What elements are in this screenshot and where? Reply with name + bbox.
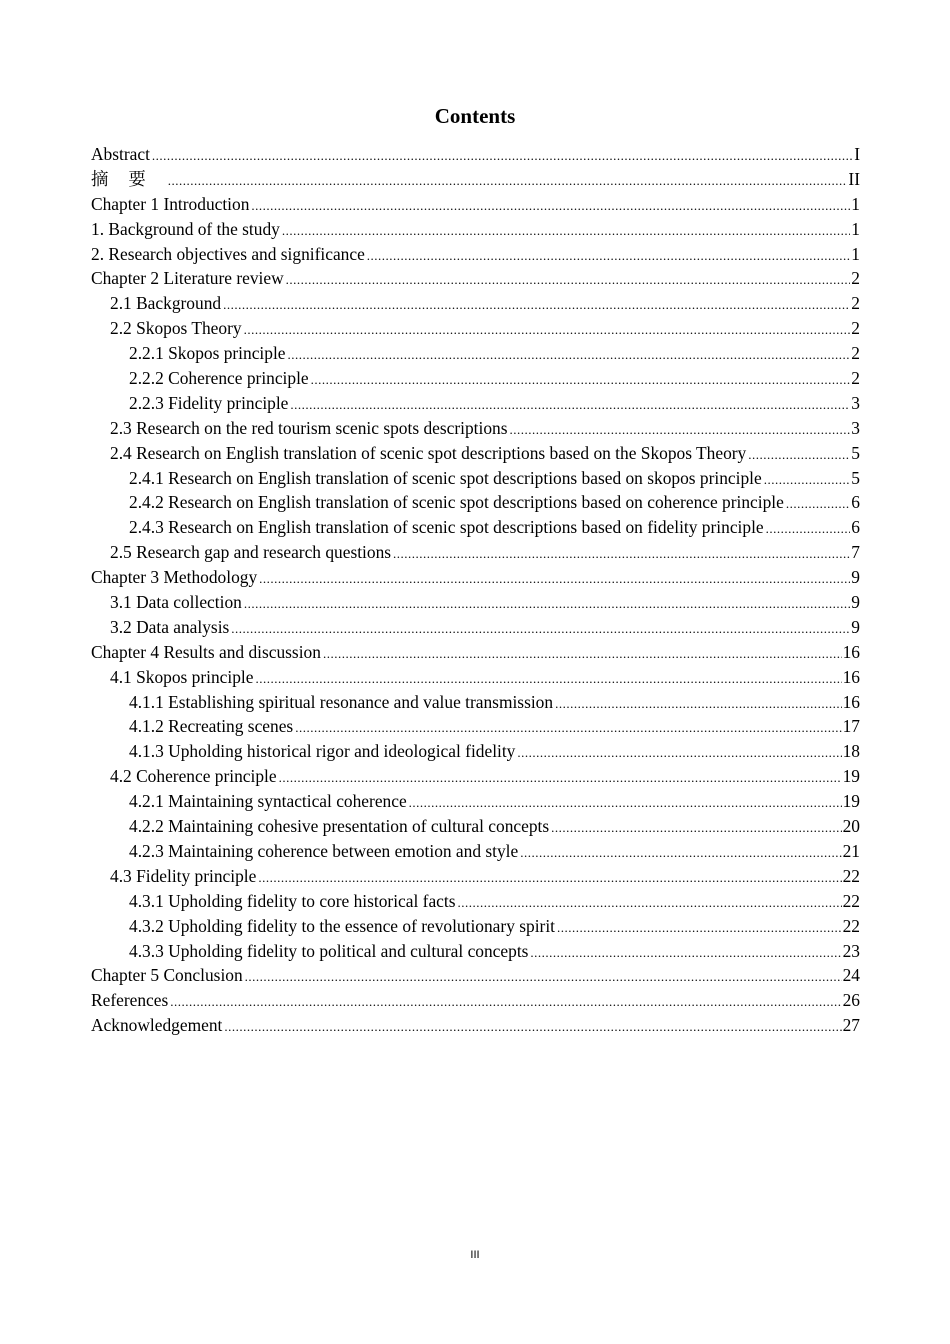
toc-entry-page: 3 [851, 392, 860, 413]
toc-entry-label: 2.5 Research gap and research questions [110, 542, 392, 563]
toc-entry[interactable] [91, 714, 860, 739]
toc-entry-label: 1. Background of the study [91, 218, 280, 239]
toc-entry[interactable] [91, 615, 860, 640]
dot-leader [555, 692, 842, 715]
toc-entry-label: 2.2 Skopos Theory [110, 318, 242, 339]
dot-leader [152, 144, 853, 167]
toc-entry-page: 20 [842, 816, 860, 837]
toc-entry-label: 2. Research objectives and significance [91, 243, 365, 264]
toc-entry[interactable] [91, 565, 860, 590]
toc-entry[interactable] [91, 690, 860, 715]
dot-leader [786, 492, 850, 515]
dot-leader [551, 816, 841, 839]
toc-entry-label: 2.4.3 Research on English translation of scenic spot descriptions based on fidelity principle [129, 517, 764, 538]
toc-entry-page: 27 [842, 1015, 860, 1036]
dot-leader [251, 194, 850, 217]
dot-leader [409, 791, 842, 814]
toc-entry-label: 4.3.2 Upholding fidelity to the essence of revolutionary spirit [129, 915, 555, 936]
toc-entry[interactable] [91, 789, 860, 814]
dot-leader [170, 990, 841, 1013]
toc-entry[interactable] [91, 242, 860, 267]
toc-entry-label: 4.3.1 Upholding fidelity to core historical facts [129, 890, 456, 911]
dot-leader [748, 443, 850, 466]
dot-leader [244, 592, 850, 615]
page-title: Contents [434, 104, 516, 128]
toc-entry[interactable] [91, 914, 860, 939]
toc-entry-page: I [854, 144, 860, 164]
dot-leader [288, 343, 851, 366]
dot-leader [223, 293, 850, 316]
toc-entry-page: 18 [842, 741, 860, 762]
dot-leader [367, 244, 851, 267]
toc-entry-page: 24 [842, 965, 860, 986]
toc-entry-page: 1 [851, 243, 860, 264]
toc-entry-label: 4.2 Coherence principle [110, 766, 277, 787]
toc-entry-page: 16 [842, 666, 860, 687]
toc-entry-label: 4.3.3 Upholding fidelity to political and cultural concepts [129, 940, 529, 961]
toc-entry-label: Chapter 4 Results and discussion [91, 641, 321, 662]
toc-entry-page: 19 [842, 766, 860, 787]
toc-entry-page: 22 [842, 865, 860, 886]
dot-leader [255, 667, 841, 690]
dot-leader [245, 965, 842, 988]
dot-leader [509, 418, 850, 441]
dot-leader [557, 916, 842, 939]
dot-leader [259, 567, 850, 590]
dot-leader [311, 368, 851, 391]
dot-leader [764, 468, 851, 491]
toc-entry-page: 9 [851, 592, 860, 613]
toc-entry-label: 2.4.1 Research on English translation of scenic spot descriptions based on skopos principle [129, 467, 762, 488]
dot-leader [323, 642, 842, 665]
toc-entry[interactable] [91, 316, 860, 341]
toc-entry-page: 6 [851, 517, 860, 538]
toc-entry[interactable] [91, 416, 860, 441]
toc-entry-label: Acknowledgement [91, 1015, 223, 1036]
toc-entry-label: 4.1.3 Upholding historical rigor and ideological fidelity [129, 741, 516, 762]
toc-entry-page: 19 [842, 791, 860, 812]
toc-entry-page: 16 [842, 641, 860, 662]
toc-entry-label: Abstract [91, 144, 150, 164]
toc-entry-page: 2 [851, 293, 860, 314]
toc-entry-label: Chapter 1 Introduction [91, 193, 250, 214]
dot-leader [457, 891, 841, 914]
toc-entry-page: 5 [851, 467, 860, 488]
toc-entry[interactable] [91, 291, 860, 316]
toc-entry-label: 3.2 Data analysis [110, 616, 230, 637]
toc-entry-page: 26 [842, 990, 860, 1011]
toc-entry-page: 7 [851, 542, 860, 563]
toc-entry-label: 4.2.1 Maintaining syntactical coherence [129, 791, 407, 812]
toc-entry[interactable] [91, 515, 860, 540]
toc-entry-label: 4.2.3 Maintaining coherence between emotion and style [129, 840, 519, 861]
toc-entry[interactable] [91, 640, 860, 665]
toc-entry[interactable] [91, 988, 860, 1013]
toc-entry-page: 17 [842, 716, 860, 737]
toc-entry-page: 23 [842, 940, 860, 961]
dot-leader [517, 741, 841, 764]
toc-entry[interactable] [91, 391, 860, 416]
dot-leader [520, 841, 841, 864]
toc-entry[interactable] [91, 739, 860, 764]
toc-entry-label: 4.2.2 Maintaining cohesive presentation of cultural concepts [129, 816, 550, 837]
toc-entry-page: 21 [842, 840, 860, 861]
toc-entry-label: 4.1.2 Recreating scenes [129, 716, 294, 737]
toc-entry-page: 3 [851, 417, 860, 438]
toc-entry[interactable] [91, 142, 860, 167]
toc-entry[interactable] [91, 839, 860, 864]
toc-entry[interactable] [91, 590, 860, 615]
toc-entry-page: 6 [851, 492, 860, 513]
toc-entry[interactable] [91, 490, 860, 515]
dot-leader [168, 169, 848, 192]
toc-entry-page: II [848, 168, 860, 189]
toc-entry-label: Chapter 2 Literature review [91, 268, 284, 289]
toc-entry-label: 2.4 Research on English translation of scenic spot descriptions based on the Skopos Theory [110, 442, 747, 463]
toc-entry[interactable] [91, 764, 860, 789]
toc-entry[interactable] [91, 814, 860, 839]
toc-entry-label: 3.1 Data collection [110, 592, 242, 613]
toc-entry[interactable] [91, 167, 860, 192]
toc-entry[interactable] [91, 540, 860, 565]
toc-entry[interactable] [91, 864, 860, 889]
page-number: III [470, 1249, 480, 1261]
toc-entry[interactable] [91, 466, 860, 491]
dot-leader [279, 766, 842, 789]
dot-leader [224, 1015, 841, 1038]
toc-entry-label: 摘要 [91, 168, 166, 189]
toc-entry[interactable] [91, 665, 860, 690]
toc-entry-label: Chapter 3 Methodology [91, 567, 258, 588]
toc-entry[interactable] [91, 441, 860, 466]
dot-leader [766, 517, 851, 540]
toc-entry[interactable] [91, 341, 860, 366]
toc-entry-label: 2.4.2 Research on English translation of scenic spot descriptions based on coherence principle [129, 492, 784, 513]
toc-entry-page: 2 [851, 343, 860, 364]
toc-entry-page: 16 [842, 691, 860, 712]
toc-entry-label: Chapter 5 Conclusion [91, 965, 243, 986]
toc-entry-label: 4.1 Skopos principle [110, 666, 254, 687]
toc-entry[interactable] [91, 1013, 860, 1038]
toc-entry-label: 4.3 Fidelity principle [110, 865, 257, 886]
toc-entry-page: 9 [851, 567, 860, 588]
toc-entry[interactable] [91, 366, 860, 391]
toc-entry-label: 2.3 Research on the red tourism scenic spots descriptions [110, 417, 508, 438]
dot-leader [393, 542, 850, 565]
toc-entry-label: References [91, 990, 169, 1011]
toc-entry-page: 9 [851, 616, 860, 637]
toc-entry[interactable] [91, 192, 860, 217]
dot-leader [286, 268, 851, 291]
toc-entry-page: 2 [851, 368, 860, 389]
toc-entry[interactable] [91, 266, 860, 291]
toc-entry-page: 2 [851, 318, 860, 339]
toc-entry-page: 2 [851, 268, 860, 289]
toc-entry-page: 1 [851, 218, 860, 239]
dot-leader [258, 866, 841, 889]
toc-entry-label: 4.1.1 Establishing spiritual resonance and value transmission [129, 691, 554, 712]
dot-leader [282, 219, 850, 242]
toc-entry-page: 5 [851, 442, 860, 463]
dot-leader [290, 393, 850, 416]
toc-entry-page: 1 [851, 193, 860, 214]
dot-leader [295, 716, 841, 739]
toc-entry-label: 2.1 Background [110, 293, 222, 314]
dot-leader [244, 318, 851, 341]
toc-entry-label: 2.2.2 Coherence principle [129, 368, 309, 389]
dot-leader [231, 617, 850, 640]
toc-entry[interactable] [91, 217, 860, 242]
toc-entry[interactable] [91, 939, 860, 964]
toc-entry[interactable] [91, 889, 860, 914]
toc-entry-label: 2.2.3 Fidelity principle [129, 392, 289, 413]
toc-entry-label: 2.2.1 Skopos principle [129, 343, 286, 364]
dot-leader [530, 941, 841, 964]
toc-entry-page: 22 [842, 915, 860, 936]
toc-entry-page: 22 [842, 890, 860, 911]
table-of-contents [91, 142, 860, 1038]
toc-entry[interactable] [91, 963, 860, 988]
